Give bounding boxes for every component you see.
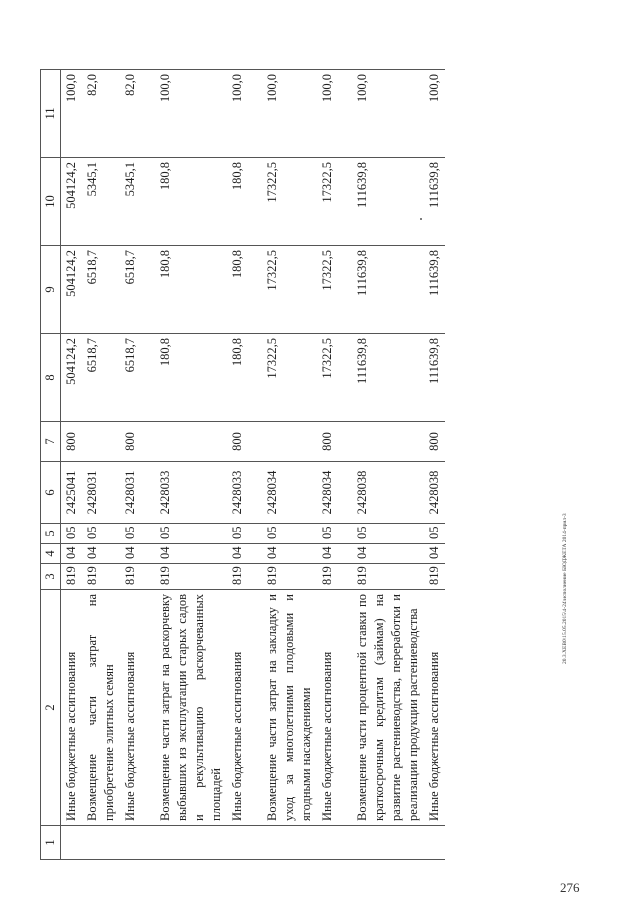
cell-ministry: 819	[262, 564, 317, 590]
cell-section: 04	[61, 544, 83, 564]
header-cell: 1	[41, 826, 61, 860]
header-cell: 7	[41, 422, 61, 462]
header-cell: 11	[41, 70, 61, 158]
cell-executed: 17322,5	[317, 158, 352, 246]
table-row	[352, 70, 424, 860]
row-number-cell	[352, 826, 424, 860]
cell-plan: 6518,7	[82, 334, 120, 422]
cell-target: 2428034	[262, 462, 317, 524]
scan-speck	[420, 218, 422, 220]
cell-plan: 111639,8	[424, 334, 445, 422]
cell-name: Иные бюджетные ассигнования	[227, 590, 262, 826]
cell-name: Возмещение части затрат на раскорчевку выбывших из эксплуатации старых садов и рекультивацию раскорчеванных площадей	[155, 590, 227, 826]
table-row	[424, 70, 445, 860]
cell-plan: 504124,2	[61, 334, 83, 422]
row-number-cell	[155, 826, 227, 860]
cell-subsection: 05	[424, 524, 445, 544]
cell-type: 800	[227, 422, 262, 462]
cell-executed: 5345,1	[82, 158, 120, 246]
cell-subsection: 05	[61, 524, 83, 544]
cell-type: 800	[317, 422, 352, 462]
cell-plan: 6518,7	[120, 334, 155, 422]
cell-section: 04	[155, 544, 227, 564]
row-number-cell	[424, 826, 445, 860]
cell-target: 2428031	[82, 462, 120, 524]
cell-revised: 6518,7	[82, 246, 120, 334]
table-row	[155, 70, 227, 860]
cell-revised: 111639,8	[352, 246, 424, 334]
cell-executed: 180,8	[227, 158, 262, 246]
cell-ministry: 819	[227, 564, 262, 590]
cell-subsection: 05	[317, 524, 352, 544]
header-cell: 3	[41, 564, 61, 590]
cell-target: 2425041	[61, 462, 83, 524]
cell-target: 2428033	[227, 462, 262, 524]
table-row	[82, 70, 120, 860]
cell-target: 2428031	[120, 462, 155, 524]
cell-type: 800	[61, 422, 83, 462]
page-number: 276	[560, 880, 580, 895]
footer-file-path: 20.3.XEB0\15.05.2015\4-24\исполнение БЮДЖЕТА 2014-прил-3	[562, 513, 568, 664]
cell-type	[262, 422, 317, 462]
cell-name: Иные бюджетные ассигнования	[120, 590, 155, 826]
cell-subsection: 05	[82, 524, 120, 544]
cell-executed: 111639,8	[424, 158, 445, 246]
cell-plan: 111639,8	[352, 334, 424, 422]
cell-section: 04	[317, 544, 352, 564]
cell-percent: 100,0	[352, 70, 424, 158]
table-header	[41, 70, 61, 860]
cell-target: 2428033	[155, 462, 227, 524]
cell-name: Иные бюджетные ассигнования	[61, 590, 83, 826]
cell-ministry: 819	[120, 564, 155, 590]
cell-subsection: 05	[262, 524, 317, 544]
cell-subsection: 05	[120, 524, 155, 544]
header-cell: 5	[41, 524, 61, 544]
cell-percent: 100,0	[155, 70, 227, 158]
table-row	[262, 70, 317, 860]
cell-name: Возмещение части затрат на приобретение элитных семян	[82, 590, 120, 826]
cell-name: Возмещение части процентной ставки по краткосрочным кредитам (займам) на развитие растениеводства, переработки и реализации продукции растениеводства	[352, 590, 424, 826]
cell-subsection: 05	[155, 524, 227, 544]
cell-section: 04	[82, 544, 120, 564]
table-row	[227, 70, 262, 860]
cell-plan: 180,8	[155, 334, 227, 422]
header-cell: 9	[41, 246, 61, 334]
cell-section: 04	[227, 544, 262, 564]
cell-section: 04	[424, 544, 445, 564]
cell-section: 04	[262, 544, 317, 564]
cell-percent: 82,0	[82, 70, 120, 158]
cell-percent: 100,0	[227, 70, 262, 158]
cell-type: 800	[424, 422, 445, 462]
cell-name: Иные бюджетные ассигнования	[424, 590, 445, 826]
cell-type: 800	[120, 422, 155, 462]
cell-section: 04	[352, 544, 424, 564]
cell-ministry: 819	[424, 564, 445, 590]
cell-revised: 111639,8	[424, 246, 445, 334]
cell-ministry: 819	[317, 564, 352, 590]
cell-executed: 17322,5	[262, 158, 317, 246]
cell-percent: 100,0	[262, 70, 317, 158]
cell-ministry: 819	[82, 564, 120, 590]
cell-target: 2428038	[352, 462, 424, 524]
row-number-cell	[82, 826, 120, 860]
cell-revised: 504124,2	[61, 246, 83, 334]
cell-plan: 17322,5	[317, 334, 352, 422]
cell-revised: 17322,5	[262, 246, 317, 334]
row-number-cell	[262, 826, 317, 860]
cell-name: Иные бюджетные ассигнования	[317, 590, 352, 826]
cell-name: Возмещение части затрат на закладку и уход за многолетними плодовыми и ягодными насаждениями	[262, 590, 317, 826]
row-number-cell	[120, 826, 155, 860]
cell-revised: 6518,7	[120, 246, 155, 334]
cell-executed: 5345,1	[120, 158, 155, 246]
table-row	[120, 70, 155, 860]
cell-type	[155, 422, 227, 462]
header-cell: 4	[41, 544, 61, 564]
cell-executed: 111639,8	[352, 158, 424, 246]
row-number-cell	[317, 826, 352, 860]
header-cell: 2	[41, 590, 61, 826]
cell-ministry: 819	[352, 564, 424, 590]
cell-type	[82, 422, 120, 462]
header-cell: 8	[41, 334, 61, 422]
cell-subsection: 05	[227, 524, 262, 544]
cell-type	[352, 422, 424, 462]
cell-percent: 100,0	[317, 70, 352, 158]
row-number-cell	[61, 826, 83, 860]
cell-target: 2428034	[317, 462, 352, 524]
cell-plan: 180,8	[227, 334, 262, 422]
cell-ministry: 819	[61, 564, 83, 590]
cell-target: 2428038	[424, 462, 445, 524]
cell-plan: 17322,5	[262, 334, 317, 422]
cell-executed: 180,8	[155, 158, 227, 246]
cell-executed: 504124,2	[61, 158, 83, 246]
budget-table	[40, 69, 445, 860]
cell-revised: 180,8	[227, 246, 262, 334]
cell-section: 04	[120, 544, 155, 564]
cell-subsection: 05	[352, 524, 424, 544]
cell-ministry: 819	[155, 564, 227, 590]
cell-revised: 180,8	[155, 246, 227, 334]
rotated-page	[40, 70, 560, 860]
cell-revised: 17322,5	[317, 246, 352, 334]
table-row	[317, 70, 352, 860]
cell-percent: 100,0	[61, 70, 83, 158]
cell-percent: 100,0	[424, 70, 445, 158]
row-number-cell	[227, 826, 262, 860]
header-cell: 10	[41, 158, 61, 246]
table-row	[61, 70, 83, 860]
header-row	[41, 70, 61, 860]
cell-percent: 82,0	[120, 70, 155, 158]
header-cell: 6	[41, 462, 61, 524]
table-body	[61, 70, 446, 860]
